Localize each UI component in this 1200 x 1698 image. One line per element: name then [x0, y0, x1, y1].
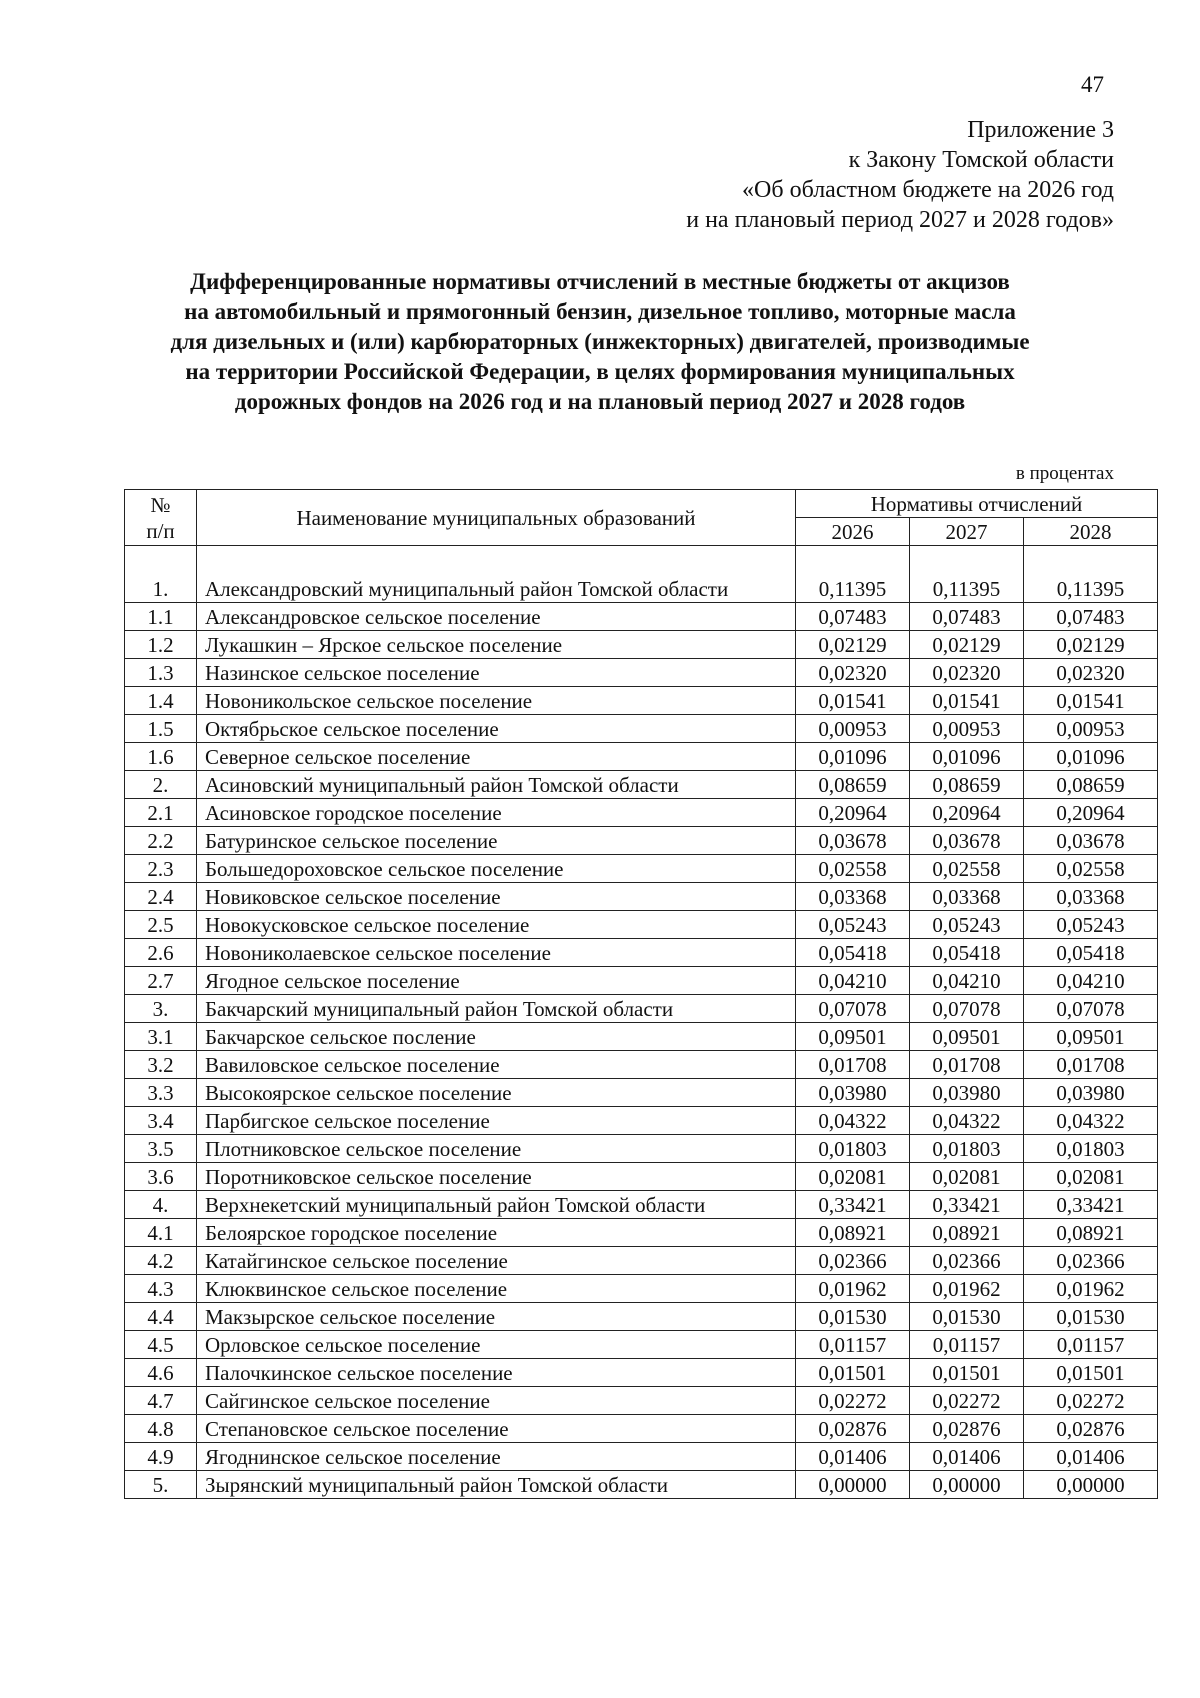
header-num: № п/п	[125, 490, 197, 546]
table-row	[125, 939, 1158, 967]
value-2026: 0,03368	[796, 883, 910, 911]
value-2026: 0,00953	[796, 715, 910, 743]
appendix-line: Приложение 3	[967, 117, 1114, 143]
row-number: 4.2	[125, 1247, 197, 1275]
municipality-name: Степановское сельское поселение	[197, 1415, 796, 1443]
value-2027: 0,01803	[910, 1135, 1024, 1163]
value-2027: 0,07078	[910, 995, 1024, 1023]
row-number: 4.7	[125, 1387, 197, 1415]
value-2026: 0,20964	[796, 799, 910, 827]
value-2028: 0,00000	[1024, 1471, 1158, 1499]
value-2026: 0,08921	[796, 1219, 910, 1247]
value-2028: 0,05418	[1024, 939, 1158, 967]
municipality-name: Сайгинское сельское поселение	[197, 1387, 796, 1415]
row-number: 1.4	[125, 687, 197, 715]
value-2028: 0,07483	[1024, 603, 1158, 631]
value-2026: 0,02081	[796, 1163, 910, 1191]
table-row	[125, 1219, 1158, 1247]
row-number: 4.	[125, 1191, 197, 1219]
value-2026: 0,00000	[796, 1471, 910, 1499]
municipality-name: Ягоднинское сельское поселение	[197, 1443, 796, 1471]
row-number: 2.5	[125, 911, 197, 939]
title-line: на территории Российской Федерации, в целях формирования муниципальных	[185, 359, 1015, 384]
value-2028: 0,02320	[1024, 659, 1158, 687]
row-number: 4.1	[125, 1219, 197, 1247]
value-2026: 0,03678	[796, 827, 910, 855]
value-2028: 0,11395	[1024, 546, 1158, 603]
municipality-name: Белоярское городское поселение	[197, 1219, 796, 1247]
table-body	[125, 546, 1158, 1499]
table-row	[125, 1135, 1158, 1163]
table-row	[125, 827, 1158, 855]
value-2026: 0,01406	[796, 1443, 910, 1471]
table-row	[125, 1359, 1158, 1387]
value-2026: 0,05243	[796, 911, 910, 939]
value-2028: 0,03368	[1024, 883, 1158, 911]
table-row	[125, 1191, 1158, 1219]
value-2028: 0,02129	[1024, 631, 1158, 659]
row-number: 4.4	[125, 1303, 197, 1331]
municipality-name: Назинское сельское поселение	[197, 659, 796, 687]
row-number: 3.5	[125, 1135, 197, 1163]
value-2026: 0,04322	[796, 1107, 910, 1135]
title-line: дорожных фондов на 2026 год и на плановый период 2027 и 2028 годов	[234, 389, 966, 414]
row-number: 3.	[125, 995, 197, 1023]
municipality-name: Новокусковское сельское поселение	[197, 911, 796, 939]
row-number: 2.6	[125, 939, 197, 967]
appendix-line: «Об областном бюджете на 2026 год	[742, 177, 1114, 203]
value-2027: 0,01096	[910, 743, 1024, 771]
value-2028: 0,00953	[1024, 715, 1158, 743]
value-2027: 0,07483	[910, 603, 1024, 631]
value-2028: 0,01803	[1024, 1135, 1158, 1163]
row-number: 2.4	[125, 883, 197, 911]
value-2028: 0,01541	[1024, 687, 1158, 715]
row-number: 2.	[125, 771, 197, 799]
row-number: 3.4	[125, 1107, 197, 1135]
row-number: 4.3	[125, 1275, 197, 1303]
value-2027: 0,02558	[910, 855, 1024, 883]
municipality-name: Поротниковское сельское поселение	[197, 1163, 796, 1191]
municipality-name: Палочкинское сельское поселение	[197, 1359, 796, 1387]
value-2026: 0,08659	[796, 771, 910, 799]
municipality-name: Александровское сельское поселение	[197, 603, 796, 631]
table-row	[125, 1079, 1158, 1107]
municipality-name: Клюквинское сельское поселение	[197, 1275, 796, 1303]
value-2027: 0,04210	[910, 967, 1024, 995]
value-2027: 0,08659	[910, 771, 1024, 799]
value-2028: 0,05243	[1024, 911, 1158, 939]
value-2027: 0,02081	[910, 1163, 1024, 1191]
value-2026: 0,02320	[796, 659, 910, 687]
value-2026: 0,09501	[796, 1023, 910, 1051]
title-line: на автомобильный и прямогонный бензин, дизельное топливо, моторные масла	[184, 299, 1016, 324]
value-2028: 0,01530	[1024, 1303, 1158, 1331]
table-row	[125, 546, 1158, 603]
table-row	[125, 883, 1158, 911]
value-2028: 0,33421	[1024, 1191, 1158, 1219]
municipality-name: Александровский муниципальный район Томской области	[197, 546, 796, 603]
header-year-2026: 2026	[796, 518, 910, 546]
municipality-name: Асиновский муниципальный район Томской области	[197, 771, 796, 799]
row-number: 2.2	[125, 827, 197, 855]
appendix-line: к Закону Томской области	[848, 147, 1114, 173]
header-year-2027: 2027	[910, 518, 1024, 546]
value-2026: 0,02366	[796, 1247, 910, 1275]
row-number: 4.5	[125, 1331, 197, 1359]
value-2028: 0,02272	[1024, 1387, 1158, 1415]
municipality-name: Асиновское городское поселение	[197, 799, 796, 827]
table-row	[125, 715, 1158, 743]
municipality-name: Большедороховское сельское поселение	[197, 855, 796, 883]
row-number: 1.6	[125, 743, 197, 771]
municipality-name: Батуринское сельское поселение	[197, 827, 796, 855]
table-row	[125, 631, 1158, 659]
table-row	[125, 1415, 1158, 1443]
value-2026: 0,02876	[796, 1415, 910, 1443]
table-row	[125, 1051, 1158, 1079]
municipality-name: Плотниковское сельское поселение	[197, 1135, 796, 1163]
value-2026: 0,11395	[796, 546, 910, 603]
value-2028: 0,01962	[1024, 1275, 1158, 1303]
title-line: для дизельных и (или) карбюраторных (инжекторных) двигателей, производимые	[170, 329, 1030, 354]
table-row	[125, 1023, 1158, 1051]
value-2028: 0,01708	[1024, 1051, 1158, 1079]
value-2027: 0,02366	[910, 1247, 1024, 1275]
row-number: 4.8	[125, 1415, 197, 1443]
table-row	[125, 1107, 1158, 1135]
municipality-name: Бакчарский муниципальный район Томской области	[197, 995, 796, 1023]
value-2028: 0,01096	[1024, 743, 1158, 771]
table-row	[125, 1163, 1158, 1191]
row-number: 3.6	[125, 1163, 197, 1191]
row-number: 1.2	[125, 631, 197, 659]
row-number: 1.1	[125, 603, 197, 631]
row-number: 4.6	[125, 1359, 197, 1387]
municipality-name: Октябрьское сельское поселение	[197, 715, 796, 743]
value-2026: 0,01501	[796, 1359, 910, 1387]
value-2027: 0,02129	[910, 631, 1024, 659]
value-2027: 0,33421	[910, 1191, 1024, 1219]
municipality-name: Новиковское сельское поселение	[197, 883, 796, 911]
value-2028: 0,09501	[1024, 1023, 1158, 1051]
value-2027: 0,02320	[910, 659, 1024, 687]
value-2026: 0,07483	[796, 603, 910, 631]
value-2026: 0,01708	[796, 1051, 910, 1079]
value-2026: 0,02558	[796, 855, 910, 883]
value-2027: 0,03368	[910, 883, 1024, 911]
header-norms: Нормативы отчислений	[796, 490, 1158, 518]
municipality-name: Вавиловское сельское поселение	[197, 1051, 796, 1079]
header-year-2028: 2028	[1024, 518, 1158, 546]
value-2027: 0,11395	[910, 546, 1024, 603]
value-2027: 0,01541	[910, 687, 1024, 715]
appendix-reference	[686, 115, 1114, 235]
value-2027: 0,03980	[910, 1079, 1024, 1107]
value-2027: 0,02876	[910, 1415, 1024, 1443]
value-2026: 0,01803	[796, 1135, 910, 1163]
value-2026: 0,01541	[796, 687, 910, 715]
table-row	[125, 1275, 1158, 1303]
value-2026: 0,05418	[796, 939, 910, 967]
row-number: 2.7	[125, 967, 197, 995]
value-2027: 0,00000	[910, 1471, 1024, 1499]
value-2028: 0,02876	[1024, 1415, 1158, 1443]
municipality-name: Катайгинское сельское поселение	[197, 1247, 796, 1275]
value-2028: 0,08659	[1024, 771, 1158, 799]
row-number: 1.	[125, 546, 197, 603]
table-row	[125, 771, 1158, 799]
municipality-name: Новониколаевское сельское поселение	[197, 939, 796, 967]
municipality-name: Лукашкин – Ярское сельское поселение	[197, 631, 796, 659]
row-number: 3.3	[125, 1079, 197, 1107]
value-2028: 0,01157	[1024, 1331, 1158, 1359]
value-2027: 0,00953	[910, 715, 1024, 743]
table-row	[125, 799, 1158, 827]
table-row	[125, 1331, 1158, 1359]
table-row	[125, 967, 1158, 995]
table-row	[125, 911, 1158, 939]
value-2028: 0,07078	[1024, 995, 1158, 1023]
municipality-name: Орловское сельское поселение	[197, 1331, 796, 1359]
table-row	[125, 1443, 1158, 1471]
municipality-name: Новоникольское сельское поселение	[197, 687, 796, 715]
value-2027: 0,01962	[910, 1275, 1024, 1303]
table-row	[125, 1471, 1158, 1499]
document-title	[100, 267, 1100, 417]
norms-table	[124, 489, 1158, 1499]
row-number: 3.2	[125, 1051, 197, 1079]
value-2027: 0,08921	[910, 1219, 1024, 1247]
municipality-name: Парбигское сельское поселение	[197, 1107, 796, 1135]
municipality-name: Высокоярское сельское поселение	[197, 1079, 796, 1107]
value-2028: 0,20964	[1024, 799, 1158, 827]
value-2027: 0,20964	[910, 799, 1024, 827]
value-2028: 0,02366	[1024, 1247, 1158, 1275]
row-number: 1.3	[125, 659, 197, 687]
municipality-name: Ягодное сельское поселение	[197, 967, 796, 995]
value-2027: 0,01708	[910, 1051, 1024, 1079]
value-2028: 0,01406	[1024, 1443, 1158, 1471]
value-2026: 0,01962	[796, 1275, 910, 1303]
appendix-line: и на плановый период 2027 и 2028 годов»	[686, 207, 1114, 233]
value-2027: 0,01406	[910, 1443, 1024, 1471]
table-row	[125, 687, 1158, 715]
municipality-name: Северное сельское поселение	[197, 743, 796, 771]
value-2026: 0,01096	[796, 743, 910, 771]
municipality-name: Макзырское сельское поселение	[197, 1303, 796, 1331]
value-2026: 0,04210	[796, 967, 910, 995]
row-number: 4.9	[125, 1443, 197, 1471]
municipality-name: Бакчарское сельское послениe	[197, 1023, 796, 1051]
value-2027: 0,01530	[910, 1303, 1024, 1331]
row-number: 3.1	[125, 1023, 197, 1051]
header-name: Наименование муниципальных образований	[197, 490, 796, 546]
municipality-name: Верхнекетский муниципальный район Томской области	[197, 1191, 796, 1219]
value-2026: 0,03980	[796, 1079, 910, 1107]
municipality-name: Зырянский муниципальный район Томской области	[197, 1471, 796, 1499]
value-2027: 0,02272	[910, 1387, 1024, 1415]
page-number: 47	[1081, 72, 1104, 97]
row-number: 2.1	[125, 799, 197, 827]
value-2028: 0,03980	[1024, 1079, 1158, 1107]
value-2027: 0,05243	[910, 911, 1024, 939]
value-2027: 0,04322	[910, 1107, 1024, 1135]
value-2027: 0,05418	[910, 939, 1024, 967]
value-2027: 0,01501	[910, 1359, 1024, 1387]
table-row	[125, 995, 1158, 1023]
value-2026: 0,02272	[796, 1387, 910, 1415]
value-2027: 0,09501	[910, 1023, 1024, 1051]
table-row	[125, 1247, 1158, 1275]
value-2026: 0,01530	[796, 1303, 910, 1331]
value-2026: 0,33421	[796, 1191, 910, 1219]
value-2028: 0,04322	[1024, 1107, 1158, 1135]
value-2028: 0,03678	[1024, 827, 1158, 855]
value-2028: 0,02081	[1024, 1163, 1158, 1191]
table-row	[125, 659, 1158, 687]
units-label: в процентах	[1015, 463, 1114, 484]
title-line: Дифференцированные нормативы отчислений в местные бюджеты от акцизов	[190, 269, 1010, 294]
table-row	[125, 855, 1158, 883]
value-2027: 0,01157	[910, 1331, 1024, 1359]
row-number: 1.5	[125, 715, 197, 743]
row-number: 2.3	[125, 855, 197, 883]
value-2026: 0,07078	[796, 995, 910, 1023]
table-row	[125, 743, 1158, 771]
table-row	[125, 1387, 1158, 1415]
value-2026: 0,02129	[796, 631, 910, 659]
value-2026: 0,01157	[796, 1331, 910, 1359]
row-number: 5.	[125, 1471, 197, 1499]
table-row	[125, 603, 1158, 631]
value-2028: 0,01501	[1024, 1359, 1158, 1387]
table-row	[125, 1303, 1158, 1331]
value-2027: 0,03678	[910, 827, 1024, 855]
value-2028: 0,08921	[1024, 1219, 1158, 1247]
value-2028: 0,02558	[1024, 855, 1158, 883]
value-2028: 0,04210	[1024, 967, 1158, 995]
